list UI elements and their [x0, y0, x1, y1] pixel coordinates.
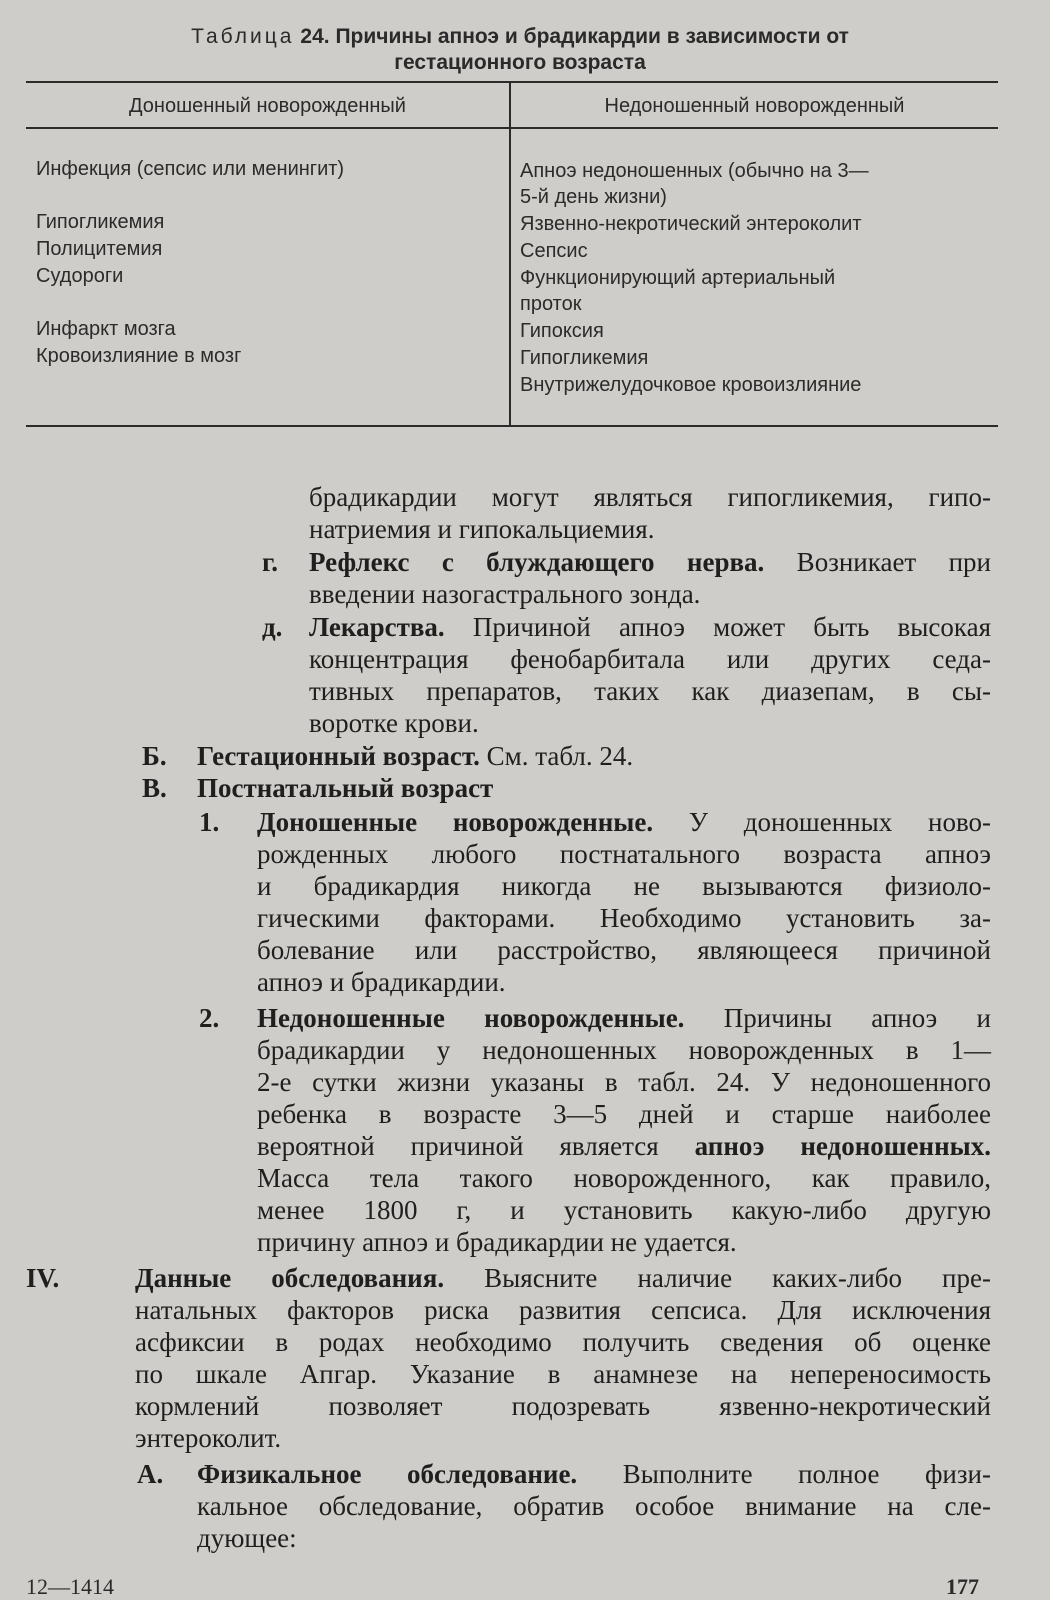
paragraph-line: натальных факторов риска развития сепсиса. Для исключения: [135, 1295, 991, 1325]
paragraph-line: брадикардии могут являться гипогликемия, гипо-: [309, 482, 991, 512]
paragraph-text: вероятной причиной является: [257, 1131, 695, 1161]
paragraph-line: по шкале Апгар. Указание в анамнезе на непереносимость: [135, 1359, 991, 1389]
section-a: [197, 1458, 991, 1490]
paragraph-line: кормлений позволяет подозревать язвенно-некротический: [135, 1391, 991, 1421]
list-item-g: [309, 546, 991, 578]
table-cell-right: Язвенно-некротический энтероколит: [520, 213, 862, 235]
table-cell-left: Полицитемия: [36, 238, 163, 260]
table-header-full-term: Доношенный новорожденный: [129, 95, 406, 117]
paragraph-line: менее 1800 г, и установить какую-либо другую: [257, 1195, 991, 1225]
paragraph-line: натриемия и гипокальциемия.: [309, 514, 655, 544]
paragraph-line: дующее:: [197, 1523, 297, 1553]
table-column-divider: [509, 83, 511, 425]
table-cell-right: Гипогликемия: [520, 347, 649, 369]
paragraph-line: причину апноэ и брадикардии не удается.: [257, 1227, 737, 1257]
paragraph-line: и брадикардия никогда не вызываются физиоло-: [257, 871, 991, 901]
printer-signature: 12—1414: [26, 1574, 114, 1599]
section-iv-text: Выясните наличие каких-либо пре-: [444, 1263, 991, 1293]
section-b: [197, 740, 991, 772]
list-marker-1: 1.: [199, 807, 220, 837]
paragraph-line: концентрация фенобарбитала или других седа-: [309, 644, 991, 674]
paragraph-line: рожденных любого постнатального возраста апноэ: [257, 839, 991, 869]
section-a-title: Физикальное обследование.: [197, 1459, 578, 1489]
paragraph-line: 2-е сутки жизни указаны в табл. 24. У недоношенного: [257, 1067, 991, 1097]
table-cell-left: Инфекция (сепсис или менингит): [36, 158, 345, 180]
list-item-d-text: Причиной апноэ может быть высокая: [444, 612, 991, 642]
list-marker-d: д.: [262, 612, 283, 642]
paragraph-line: энтероколит.: [135, 1423, 282, 1453]
list-item-1: [257, 806, 991, 838]
emphasis-apnea-preterm: апноэ недоношенных.: [694, 1131, 991, 1161]
section-marker-v: В.: [142, 773, 167, 803]
paragraph-line: болевание или расстройство, являющееся причиной: [257, 935, 991, 965]
table-caption-title: 24. Причины апноэ и брадикардии в зависимости от: [300, 25, 849, 48]
table-cell-right: Функционирующий артериальный: [520, 267, 836, 289]
table-header-preterm: Недоношенный новорожденный: [604, 95, 905, 117]
list-item-2-title: Недоношенные новорожденные.: [257, 1003, 685, 1033]
paragraph-line: асфиксии в родах необходимо получить сведения об оценке: [135, 1327, 991, 1357]
section-v: [197, 772, 991, 804]
table-cell-right: Внутрижелудочковое кровоизлияние: [520, 374, 862, 396]
list-item-2: [257, 1002, 991, 1034]
table-cell-right: Сепсис: [520, 240, 588, 262]
table-cell-left: Гипогликемия: [36, 211, 165, 233]
list-item-2-text: Причины апноэ и: [684, 1003, 991, 1033]
table-cell-left: Судороги: [36, 265, 124, 287]
paragraph-line: тивных препаратов, таких как диазепам, в сы-: [309, 676, 991, 706]
paragraph-line: [257, 1130, 991, 1162]
table-caption-title-line2: гестационного возраста: [394, 51, 646, 74]
section-b-title: Гестационный возраст.: [197, 741, 480, 771]
section-marker-b: Б.: [142, 741, 167, 771]
section-marker-iv: IV.: [26, 1263, 60, 1293]
list-item-d: [309, 611, 991, 643]
section-iv: [135, 1262, 991, 1294]
paragraph-line: воротке крови.: [309, 708, 479, 738]
table-cell-right: проток: [520, 293, 582, 315]
section-iv-title: Данные обследования.: [135, 1263, 445, 1293]
paragraph-line: кальное обследование, обратив особое внимание на сле-: [197, 1491, 991, 1521]
list-item-g-title: Рефлекс с блуждающего нерва.: [309, 547, 765, 577]
table-header-rule: [26, 127, 998, 129]
paragraph-line: апноэ и брадикардии.: [257, 967, 506, 997]
list-item-g-text: Возникает при: [764, 547, 992, 577]
table-cell-left: Кровоизлияние в мозг: [36, 345, 242, 367]
table-cell-left: Инфаркт мозга: [36, 318, 176, 340]
paragraph-line: ребенка в возрасте 3—5 дней и старше наиболее: [257, 1099, 991, 1129]
paragraph-line: брадикардии у недоношенных новорожденных в 1—: [257, 1035, 991, 1065]
paragraph-line: Масса тела такого новорожденного, как правило,: [257, 1163, 991, 1193]
list-item-1-title: Доношенные новорожденные.: [257, 807, 654, 837]
list-item-d-title: Лекарства.: [309, 612, 445, 642]
table-cell-right: 5-й день жизни): [520, 186, 667, 208]
table-cell-right: Апноэ недоношенных (обычно на 3—: [520, 160, 869, 182]
section-marker-a: А.: [137, 1459, 164, 1489]
list-marker-2: 2.: [199, 1003, 220, 1033]
paragraph-line: гическими факторами. Необходимо установить за-: [257, 903, 991, 933]
section-a-text: Выполните полное физи-: [577, 1459, 991, 1489]
table-caption: [110, 24, 930, 76]
list-marker-g: г.: [262, 547, 278, 577]
table-top-rule: [26, 81, 998, 83]
page-number: 177: [946, 1574, 979, 1599]
paragraph-line: введении назогастрального зонда.: [309, 579, 701, 609]
section-v-title: Постнатальный возраст: [197, 773, 494, 803]
list-item-1-text: У доношенных ново-: [653, 807, 991, 837]
table-bottom-rule: [26, 425, 998, 427]
table-caption-lead: Таблица: [191, 25, 295, 48]
table-cell-right: Гипоксия: [520, 320, 604, 342]
section-b-text: См. табл. 24.: [479, 741, 634, 771]
